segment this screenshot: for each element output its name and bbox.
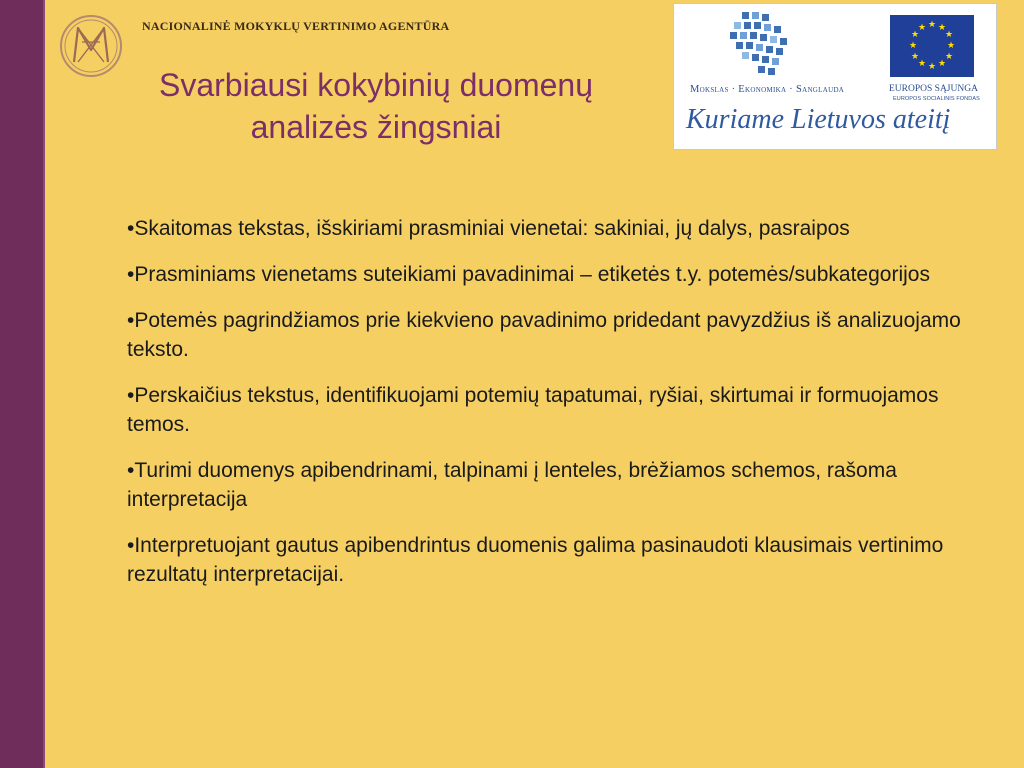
svg-text:★: ★	[910, 52, 920, 62]
bullet-item: •Turimi duomenys apibendrinami, talpinami į lenteles, brėžiamos schemos, rašoma interpretacija	[127, 459, 897, 511]
svg-text:★: ★	[944, 30, 954, 40]
program-motto: Mokslas · Ekonomika · Sanglauda	[690, 84, 845, 95]
eu-label: EUROPOS SĄJUNGA	[889, 84, 978, 94]
slogan: Kuriame Lietuvos ateitį	[686, 104, 951, 135]
bullet-list	[127, 214, 977, 606]
bullet-item: •Interpretuojant gautus apibendrintus duomenis galima pasinaudoti klausimais vertinimo rezultatų interpretacijai.	[127, 534, 944, 586]
svg-text:★: ★	[946, 41, 956, 51]
organization-name: NACIONALINĖ MOKYKLŲ VERTINIMO AGENTŪRA	[142, 19, 450, 33]
svg-text:★: ★	[927, 62, 937, 72]
svg-text:★: ★	[937, 59, 947, 69]
svg-text:★: ★	[927, 20, 937, 30]
svg-text:★: ★	[910, 30, 920, 40]
bullet-item: •Prasminiams vienetams suteikiami pavadinimai – etiketės t.y. potemės/subkategorijos	[127, 263, 930, 286]
slide-title-line2: analizės žingsniai	[250, 109, 502, 145]
bullet-item: •Perskaičius tekstus, identifikuojami potemių tapatumai, ryšiai, skirtumai ir formuojamos temos.	[127, 384, 939, 436]
eu-sublabel: EUROPOS SOCIALINIS FONDAS	[893, 96, 980, 102]
mosaic-logo-icon	[728, 12, 798, 85]
svg-text:★: ★	[937, 23, 947, 33]
svg-text:★: ★	[944, 52, 954, 62]
eu-flag-icon	[890, 15, 974, 77]
svg-text:★: ★	[917, 59, 927, 69]
slide-title	[96, 64, 656, 148]
bullet-item: •Potemės pagrindžiamos prie kiekvieno pavadinimo pridedant pavyzdžius iš analizuojamo teksto.	[127, 309, 961, 361]
left-decorative-band	[0, 0, 45, 768]
svg-text:★: ★	[908, 41, 918, 51]
svg-text:★: ★	[917, 23, 927, 33]
bullet-item: •Skaitomas tekstas, išskiriami prasminiai vienetai: sakiniai, jų dalys, pasraipos	[127, 217, 850, 240]
slide-title-line1: Svarbiausi kokybinių duomenų	[158, 67, 594, 103]
